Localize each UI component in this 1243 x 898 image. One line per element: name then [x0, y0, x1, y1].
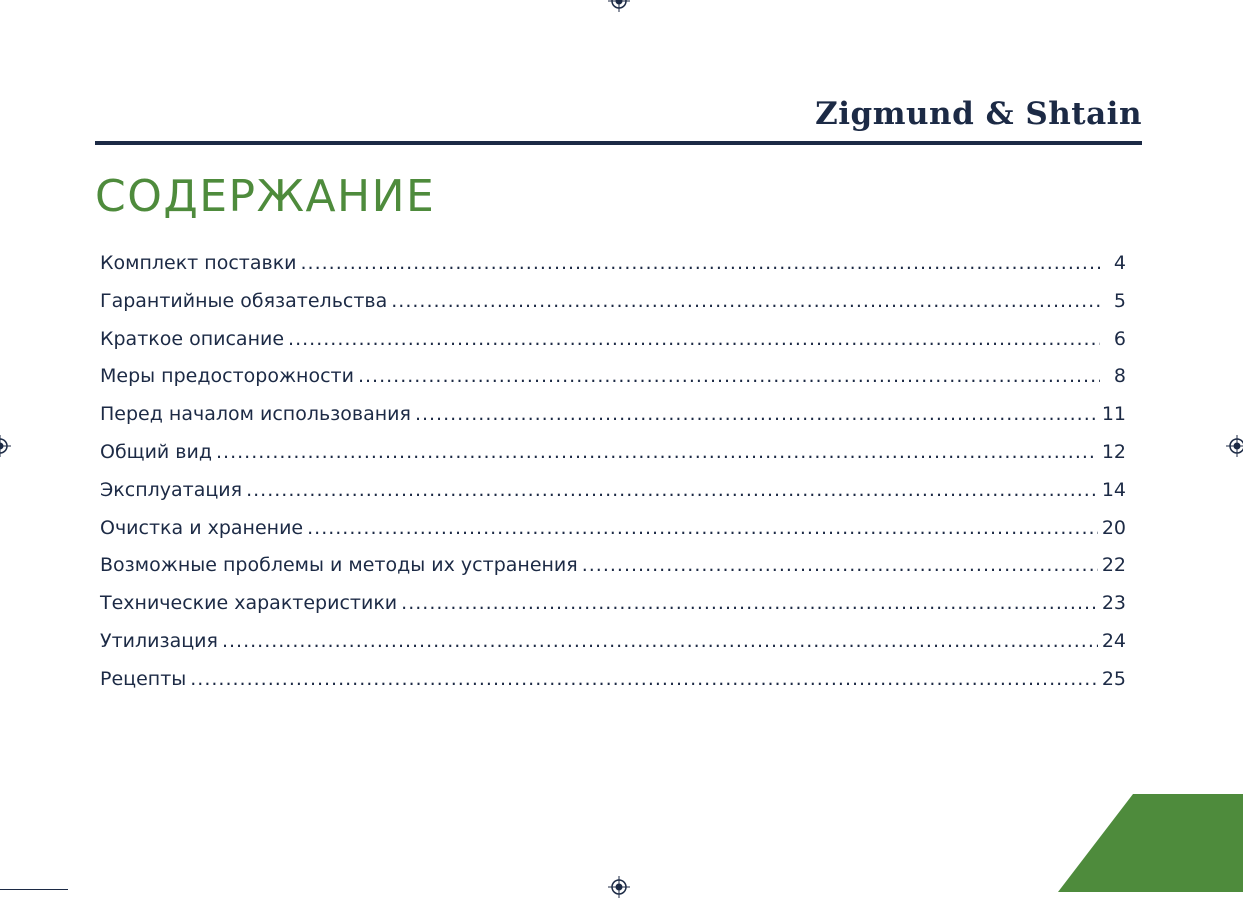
- toc-entry[interactable]: [100, 441, 1126, 479]
- toc-entry-title: Возможные проблемы и методы их устранения: [100, 554, 578, 577]
- toc-entry[interactable]: [100, 554, 1126, 592]
- toc-entry-page: 12: [1101, 440, 1126, 463]
- registration-mark-bottom-icon: [608, 876, 630, 898]
- toc-entry-page: 25: [1101, 667, 1126, 690]
- toc-entry[interactable]: [100, 290, 1126, 328]
- brand-logo: [815, 96, 1142, 132]
- toc-entry[interactable]: [100, 328, 1126, 366]
- toc-entry[interactable]: [100, 252, 1126, 290]
- toc-entry-page: 4: [1113, 252, 1126, 274]
- registration-mark-top-icon: [608, 0, 630, 12]
- toc-entry[interactable]: [100, 479, 1126, 517]
- header-divider: [95, 141, 1142, 145]
- toc-leader-dots: [301, 252, 1100, 274]
- toc-entry-page: 20: [1101, 516, 1126, 539]
- toc-entry-title: Общий вид: [100, 440, 212, 463]
- toc-entry[interactable]: [100, 517, 1126, 555]
- toc-entry[interactable]: [100, 403, 1126, 441]
- toc-entry-title: Технические характеристики: [100, 592, 398, 615]
- page-title: СОДЕРЖАНИЕ: [95, 171, 436, 222]
- toc-entry-title: Рецепты: [100, 667, 187, 690]
- toc-entry[interactable]: [100, 592, 1126, 630]
- registration-mark-right-icon: [1226, 435, 1243, 457]
- toc-entry[interactable]: [100, 668, 1126, 706]
- toc-entry-title: Комплект поставки: [100, 252, 297, 274]
- table-of-contents: [100, 252, 1126, 706]
- toc-leader-dots: [288, 328, 1100, 350]
- toc-leader-dots: [401, 592, 1098, 614]
- crop-mark-glyphs: [104, 888, 146, 892]
- toc-entry-title: Краткое описание: [100, 327, 285, 350]
- toc-entry-title: Утилизация: [100, 629, 218, 652]
- toc-entry-title: Меры предосторожности: [100, 365, 354, 388]
- toc-entry-page: 6: [1113, 327, 1126, 350]
- toc-leader-dots: [222, 630, 1098, 652]
- crop-mark-line: [0, 889, 68, 890]
- toc-entry-page: 23: [1101, 592, 1126, 615]
- toc-leader-dots: [415, 403, 1098, 425]
- toc-entry-page: 24: [1101, 629, 1126, 652]
- toc-leader-dots: [190, 668, 1098, 690]
- toc-leader-dots: [216, 441, 1098, 463]
- toc-entry-title: Очистка и хранение: [100, 516, 304, 539]
- toc-entry-title: Гарантийные обязательства: [100, 289, 388, 312]
- registration-mark-left-icon: [0, 435, 11, 457]
- toc-entry-page: 5: [1113, 289, 1126, 312]
- toc-leader-dots: [246, 479, 1098, 501]
- toc-entry-page: 8: [1113, 365, 1126, 388]
- green-corner-triangle: [1058, 794, 1243, 892]
- toc-entry-title: Эксплуатация: [100, 478, 243, 501]
- toc-entry-page: 11: [1101, 403, 1126, 426]
- toc-entry-page: 22: [1101, 554, 1126, 577]
- toc-entry[interactable]: [100, 630, 1126, 668]
- brand-logo-text: Zigmund & Shtain: [815, 96, 1142, 132]
- toc-leader-dots: [582, 554, 1098, 576]
- toc-leader-dots: [307, 517, 1098, 539]
- toc-leader-dots: [358, 365, 1100, 387]
- toc-entry-title: Перед началом использования: [100, 403, 411, 426]
- toc-entry-page: 14: [1101, 478, 1126, 501]
- toc-entry[interactable]: [100, 365, 1126, 403]
- toc-leader-dots: [391, 290, 1100, 312]
